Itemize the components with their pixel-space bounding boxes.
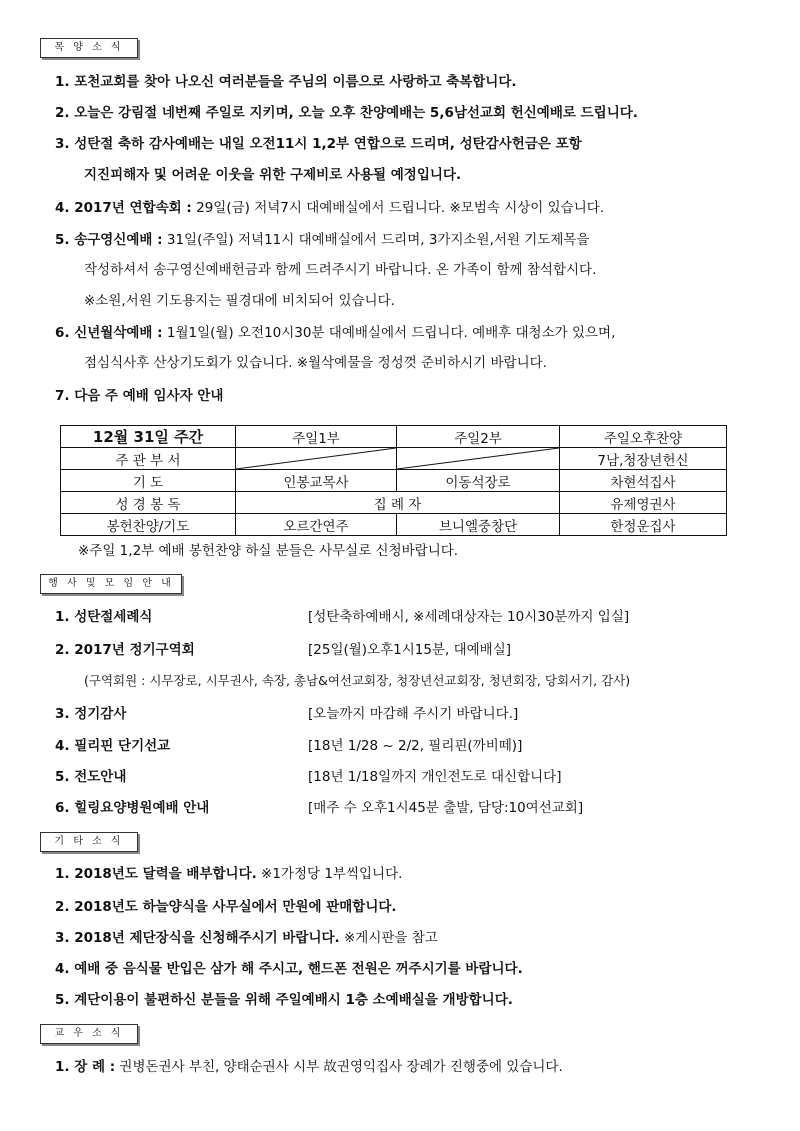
other-item-5: 5. 계단이용이 불편하신 분들을 위해 주일예배시 1층 소예배실을 개방합니다. [55, 992, 513, 1008]
other-item-2: 2. 2018년도 하늘양식을 사무실에서 만원에 판매합니다. [55, 899, 397, 915]
table-cell: 성 경 봉 독 [61, 492, 236, 514]
news-item-7: 7. 다음 주 예배 임사자 안내 [55, 388, 224, 404]
event-1-detail: [성탄축하예배시, ※세례대상자는 10시30분까지 입실] [308, 609, 630, 625]
table-row [61, 470, 727, 492]
news-item-4 [55, 198, 740, 218]
other-item-3-main: 3. 2018년 제단장식을 신청해주시기 바랍니다. [55, 930, 340, 946]
section-tag-others: 기 타 소 식 [40, 832, 138, 852]
table-cell-empty [236, 448, 397, 470]
worship-schedule-table [60, 425, 727, 536]
other-item-3-note: ※게시판을 참고 [339, 930, 438, 946]
news-item-6-title: 6. 신년월삭예배 : [55, 325, 163, 341]
section-tag-news: 목 양 소 식 [40, 38, 138, 58]
news-item-5-cont: 작성하셔서 송구영신예배헌금과 함께 드려주시기 바랍니다. 온 가족이 함께 참석합시다. [84, 262, 597, 278]
other-item-1-main: 1. 2018년도 달력을 배부합니다. [55, 866, 257, 882]
news-item-6-cont: 점심식사후 산상기도회가 있습니다. ※월삭예물을 정성껏 준비하시기 바랍니다. [84, 355, 547, 371]
table-cell: 한정운집사 [560, 514, 727, 536]
other-item-1 [55, 864, 740, 884]
news-item-3-cont: 지진피해자 및 어려운 이웃을 위한 구제비로 사용될 예정입니다. [84, 167, 462, 183]
member-item-1-text: 권병돈권사 부친, 양태순권사 시부 故권영익집사 장례가 진행중에 있습니다. [115, 1059, 563, 1075]
news-item-6 [55, 323, 740, 343]
other-item-4: 4. 예배 중 음식물 반입은 삼가 해 주시고, 핸드폰 전원은 꺼주시기를 바랍니다. [55, 961, 523, 977]
event-5-detail: [18년 1/18일까지 개인전도로 대신합니다] [308, 769, 562, 785]
table-cell: 주 관 부 서 [61, 448, 236, 470]
event-2-label: 2. 2017년 정기구역회 [55, 642, 195, 658]
news-item-3: 3. 성탄절 축하 감사예배는 내일 오전11시 1,2부 연합으로 드리며, 성탄감사헌금은 포항 [55, 136, 582, 152]
table-cell: 유제영권사 [560, 492, 727, 514]
other-item-1-note: ※1가정당 1부씩입니다. [256, 866, 403, 882]
diagonal-line [236, 448, 396, 469]
table-cell: 주일오후찬양 [560, 426, 727, 448]
table-cell: 봉헌찬양/기도 [61, 514, 236, 536]
table-cell: 오르간연주 [236, 514, 397, 536]
event-2-note: (구역회원 : 시무장로, 시무권사, 속장, 총남&여선교회장, 청장년선교회장, 청년회장, 당회서기, 감사) [84, 673, 631, 688]
table-cell: 이동석장로 [397, 470, 560, 492]
event-4-label: 4. 필리핀 단기선교 [55, 738, 171, 754]
table-cell: 차현석집사 [560, 470, 727, 492]
section-tag-events: 행 사 및 모 임 안 내 [40, 574, 182, 594]
other-item-3 [55, 928, 740, 948]
member-item-1 [55, 1057, 740, 1077]
table-cell: 인봉교목사 [236, 470, 397, 492]
event-6-label: 6. 힐링요양병원예배 안내 [55, 800, 210, 816]
table-row [61, 426, 727, 448]
news-item-5-title: 5. 송구영신예배 : [55, 232, 163, 248]
event-4-detail: [18년 1/28 ~ 2/2, 필리핀(까비떼)] [308, 738, 523, 754]
event-3-label: 3. 정기감사 [55, 706, 127, 722]
table-row [61, 492, 727, 514]
table-cell-merged: 집 례 자 [236, 492, 560, 514]
event-1-label: 1. 성탄절세례식 [55, 609, 153, 625]
event-2-detail: [25일(월)오후1시15분, 대예배실] [308, 642, 512, 658]
schedule-note: ※주일 1,2부 예배 봉헌찬양 하실 분들은 사무실로 신청바랍니다. [78, 543, 459, 559]
news-item-5 [55, 230, 740, 250]
news-item-1: 1. 포천교회를 찾아 나오신 여러분들을 주님의 이름으로 사랑하고 축복합니다. [55, 74, 517, 90]
member-item-1-title: 1. 장 례 : [55, 1059, 116, 1075]
news-item-2: 2. 오늘은 강림절 네번째 주일로 지키며, 오늘 오후 찬양예배는 5,6남선교회 헌신예배로 드립니다. [55, 105, 638, 121]
news-item-4-text: 29일(금) 저녁7시 대예배실에서 드립니다. ※모범속 시상이 있습니다. [191, 200, 605, 216]
news-item-4-title: 4. 2017년 연합속회 : [55, 200, 192, 216]
event-3-detail: [오늘까지 마감해 주시기 바랍니다.] [308, 706, 519, 722]
table-cell: 7남,청장년헌신 [560, 448, 727, 470]
table-cell: 기 도 [61, 470, 236, 492]
news-item-6-text: 1월1일(월) 오전10시30분 대예배실에서 드립니다. 예배후 대청소가 있으며, [162, 325, 616, 341]
table-row [61, 448, 727, 470]
table-cell: 브니엘중창단 [397, 514, 560, 536]
news-item-5-text: 31일(주일) 저녁11시 대예배실에서 드리며, 3가지소원,서원 기도제목을 [162, 232, 590, 248]
section-tag-members: 교 우 소 식 [40, 1024, 138, 1044]
event-5-label: 5. 전도안내 [55, 769, 127, 785]
table-cell: 12월 31일 주간 [61, 426, 236, 448]
table-cell: 주일1부 [236, 426, 397, 448]
diagonal-line [397, 448, 559, 469]
table-row [61, 514, 727, 536]
table-cell-empty [397, 448, 560, 470]
news-item-5-note: ※소원,서원 기도용지는 필경대에 비치되어 있습니다. [84, 293, 395, 309]
event-6-detail: [매주 수 오후1시45분 출발, 담당:10여선교회] [308, 800, 584, 816]
table-cell: 주일2부 [397, 426, 560, 448]
